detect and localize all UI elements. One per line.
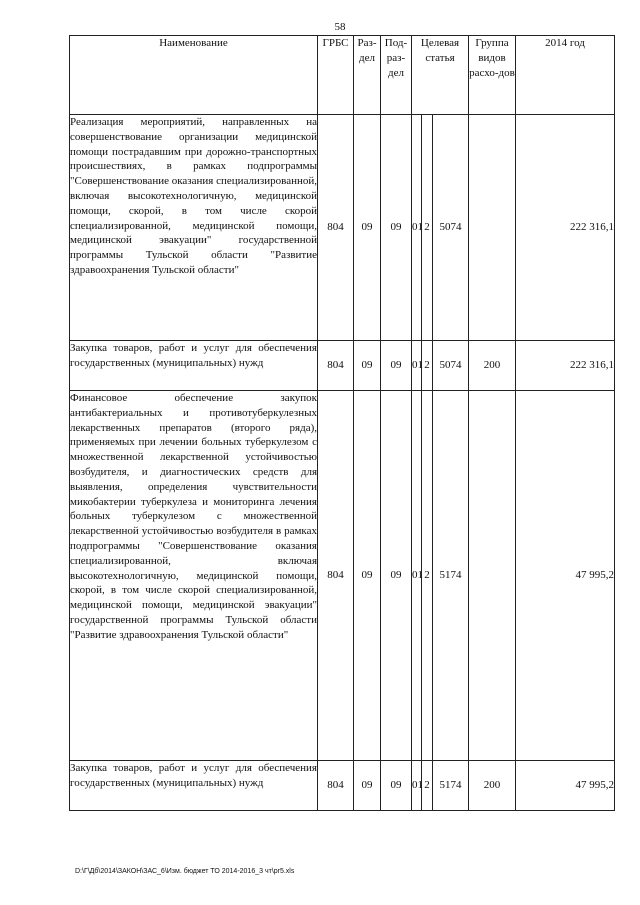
row-grbs: 804 xyxy=(318,391,354,761)
row-name: Закупка товаров, работ и услуг для обеспечения государственных (муниципальных) нужд xyxy=(70,341,318,391)
table-row xyxy=(70,115,615,341)
row-code-subprogram: 2 xyxy=(422,341,433,391)
row-code-direction: 5074 xyxy=(433,341,469,391)
header-expense-group: Группа видов расхо-дов xyxy=(469,36,516,115)
row-section: 09 xyxy=(354,761,381,811)
row-grbs: 804 xyxy=(318,115,354,341)
row-amount: 47 995,2 xyxy=(516,761,615,811)
header-subsection: Под-раз-дел xyxy=(381,36,412,115)
row-code-subprogram: 2 xyxy=(422,115,433,341)
row-section: 09 xyxy=(354,341,381,391)
row-expense-group: 200 xyxy=(469,761,516,811)
row-grbs: 804 xyxy=(318,341,354,391)
row-expense-group xyxy=(469,115,516,341)
header-row xyxy=(70,36,615,115)
page-number: 58 xyxy=(334,21,346,33)
row-code-program: 01 xyxy=(412,115,422,341)
row-subsection: 09 xyxy=(381,391,412,761)
table-row xyxy=(70,761,615,811)
row-code-program: 01 xyxy=(412,341,422,391)
row-code-subprogram: 2 xyxy=(422,391,433,761)
header-2014: 2014 год xyxy=(516,36,615,115)
row-code-program: 01 xyxy=(412,761,422,811)
row-section: 09 xyxy=(354,391,381,761)
row-code-direction: 5174 xyxy=(433,761,469,811)
row-code-direction: 5074 xyxy=(433,115,469,341)
row-name: Финансовое обеспечение закупок антибактериальных и противотуберкулезных лекарственных препаратов (второго ряда), применяемых при лечении больных туберкулезом с множественной лекарственной устойчивостью возбудителя, и диагностических средств для выявления, определения чувствительности микобактерии туберкулеза и мониторинга лечения больных туберкулезом с множественной лекарственной устойчивостью возбудителя в рамках подпрограммы "Совершенствование оказания специализированной, включая высокотехнологичную, медицинской помощи, скорой, в том числе скорой специализированной, медицинской помощи, медицинской эвакуации" государственной программы Тульской области "Развитие здравоохранения Тульской области" xyxy=(70,391,318,761)
row-code-program: 01 xyxy=(412,391,422,761)
header-section: Раз-дел xyxy=(354,36,381,115)
header-target-article: Целевая статья xyxy=(412,36,469,115)
file-path-footer: D:\Г\Дб\2014\ЗАКОН\ЗАС_6\Изм. бюджет ТО 2014-2016_3 чт\pr5.xls xyxy=(75,868,295,875)
header-name: Наименование xyxy=(70,36,318,115)
row-amount: 222 316,1 xyxy=(516,341,615,391)
row-expense-group: 200 xyxy=(469,341,516,391)
row-name: Закупка товаров, работ и услуг для обеспечения государственных (муниципальных) нужд xyxy=(70,761,318,811)
row-name: Реализация мероприятий, направленных на совершенствование организации медицинской помощи пострадавшим при дорожно-транспортных происшествиях, в рамках подпрограммы "Совершенствование оказания специализированной, включая высокотехнологичную, медицинской помощи, скорой, в том числе скорой специализированной, медицинской помощи, медицинской эвакуации" государственной программы Тульской области "Развитие здравоохранения Тульской области" xyxy=(70,115,318,341)
row-expense-group xyxy=(469,391,516,761)
row-code-direction: 5174 xyxy=(433,391,469,761)
row-amount: 222 316,1 xyxy=(516,115,615,341)
row-code-subprogram: 2 xyxy=(422,761,433,811)
budget-table xyxy=(69,35,615,811)
row-subsection: 09 xyxy=(381,761,412,811)
row-subsection: 09 xyxy=(381,115,412,341)
table-row xyxy=(70,391,615,761)
row-grbs: 804 xyxy=(318,761,354,811)
header-grbs: ГРБС xyxy=(318,36,354,115)
row-amount: 47 995,2 xyxy=(516,391,615,761)
table-row xyxy=(70,341,615,391)
row-subsection: 09 xyxy=(381,341,412,391)
row-section: 09 xyxy=(354,115,381,341)
